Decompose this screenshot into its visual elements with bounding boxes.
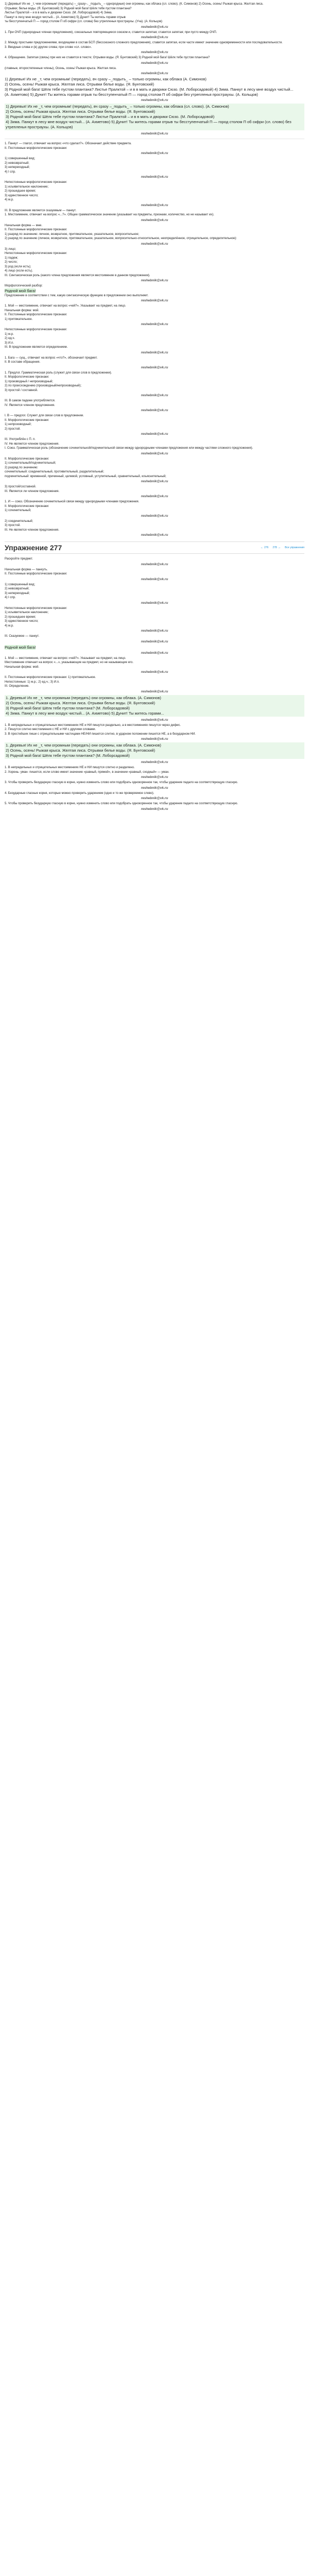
watermark: reshebnik@vk.ru bbox=[141, 689, 168, 693]
text-line: II. Постоянные морфологические признаки: bbox=[5, 313, 67, 316]
text-line: 4) Зима. Панкут в лесу мне воздух чистый... (А. Ахметово) 5) Дунит! Ты житесь горами отрыв ты бесступенчатый П — город столом П об скфри (сл. слово) без утрепленья простраухы. (А. Кольцов) bbox=[6, 120, 291, 129]
text-line: 1) сочинительный/подчинительный; bbox=[5, 462, 56, 465]
text-line: Непостоянные морфологические признаки: bbox=[5, 328, 67, 331]
text-line: 2. Между простыми предложениями, входящими в состав БСП (бессоюзного сложного предложения), ставится запятая, если части имеют значение одновременности или последовательности. bbox=[5, 41, 283, 44]
text-line: 1) непроизводный; bbox=[5, 423, 32, 426]
text-line: 2) Осень, осень! Рыжая крыса. Желтая лиса. Отрывки белье воды. (Я. Бунтовский) bbox=[6, 109, 156, 114]
section-subtitle: Морфологический разбор: bbox=[5, 284, 43, 287]
watermark: reshebnik@vk.ru bbox=[141, 279, 168, 282]
text-line: III. Не является членом предложения. bbox=[5, 528, 59, 532]
text-line: 1) сочинительный; bbox=[5, 509, 31, 512]
watermark: reshebnik@vk.ru bbox=[141, 533, 168, 537]
watermark: reshebnik@vk.ru bbox=[141, 796, 168, 800]
watermark: reshebnik@vk.ru bbox=[141, 577, 168, 581]
text-line: Непостоянные морфологические признаки: bbox=[5, 606, 67, 610]
text-line: Непостоянные морфологические признаки: bbox=[5, 181, 67, 184]
watermark: reshebnik@vk.ru bbox=[141, 409, 168, 412]
text-line: Панкут в лесу мне воздух чистый... (А. Ахметово) 5) Дунит! Ты житесь горами отрыв bbox=[5, 15, 126, 19]
text-line: 1) Деревья! Их не _т, чем огромным! (передать), вч сразу –_подыть_ – только огромны, как облака (А. Симонов) bbox=[5, 77, 207, 81]
highlighted-sentences bbox=[5, 104, 304, 130]
text-line: IV. Является членом предложения. bbox=[5, 403, 55, 407]
watermark: reshebnik@vk.ru bbox=[141, 514, 168, 518]
watermark: reshebnik@vk.ru bbox=[141, 132, 168, 135]
text-line: 1. Мой — местоимение, отвечает на вопрос «чей?». Указывает на предмет, на лицо. bbox=[5, 304, 126, 308]
punctuation-explanations bbox=[5, 30, 304, 60]
page-content bbox=[5, 0, 304, 811]
text-line: III. Определение. bbox=[5, 685, 29, 688]
text-line: 1. И — союз. Обозначение сочинительной связи между однородными членами предложения. bbox=[5, 500, 140, 503]
highlighted-sentences-3 bbox=[5, 742, 304, 759]
watermark: reshebnik@vk.ru bbox=[141, 175, 168, 179]
watermark: reshebnik@vk.ru bbox=[141, 718, 168, 722]
text-line: Листье Пралктой – и в в мать и дворики Сюзо. (М. Лоборсадовой) 4) Зима. bbox=[5, 11, 112, 14]
text-line: 1. Деревья! Их не _т, чем огромным (передать) они огромны, как облака. (А. Симонов) bbox=[6, 743, 161, 748]
text-line: II. В составе обращения. bbox=[5, 361, 41, 364]
text-line: II. Постоянные морфологические признаки: bbox=[5, 146, 67, 150]
text-line: 3) лицо; bbox=[5, 247, 16, 251]
text-line: 4) м.р. bbox=[5, 198, 14, 201]
watermark: reshebnik@vk.ru bbox=[141, 98, 168, 102]
watermark: reshebnik@vk.ru bbox=[141, 432, 168, 436]
text-line: 1) изъявительное наклонение; bbox=[5, 611, 49, 614]
watermark: reshebnik@vk.ru bbox=[141, 601, 168, 605]
watermark: reshebnik@vk.ru bbox=[141, 242, 168, 246]
exercise-text-original bbox=[5, 2, 304, 24]
text-line: 1. В непредельных и отрицательных местоимениях НЕ и НИ пишутся раздельно, а в местоимениях пишутся через дефис. bbox=[5, 723, 181, 727]
text-line: 5. Чтобы проверить безударную гласную в корне, нужно изменить слово или подобрать однокоренное так, чтобы ударение падало на соответствующую гласную. bbox=[5, 802, 238, 805]
text-line: II. Морфологические признаки: bbox=[5, 504, 49, 508]
text-line: 3) И.п. bbox=[5, 341, 14, 345]
text-line: 1. Предлог. Грамматическая роль (служит для связи слов в предложении). bbox=[5, 371, 112, 375]
text-line: 2) невозвратный; bbox=[5, 587, 29, 590]
text-line: 1) м.р. bbox=[5, 332, 14, 336]
text-line: 2) Осень, осень! Рыжая крыса. Желтая лиса. Отрывки белье воды. (Я. Бунтовский) bbox=[6, 700, 156, 705]
arrow-right-icon: → bbox=[278, 546, 281, 549]
text-line: II. Постоянные морфологические признаки: bbox=[5, 572, 67, 575]
text-line: Раскройте предмет. bbox=[5, 557, 33, 561]
arrow-left-icon: ← bbox=[260, 546, 264, 549]
text-line: 3) род (если есть); bbox=[5, 265, 31, 268]
text-line: II. Постоянные морфологические признаки: 1) притяжательное. bbox=[5, 676, 96, 679]
text-line: I. В — предлог. Служит для связи слов в предложении. bbox=[5, 414, 84, 417]
next-exercise-link[interactable] bbox=[272, 546, 281, 549]
text-line: 3) Родной мой бага! Шёлк тебе пустом плантана? Листье Пралктой – и в в мать и дворики Сюзо. (М. Лоборсадовой) bbox=[6, 114, 215, 119]
text-line: 1) притяжательное. bbox=[5, 317, 33, 321]
prev-exercise-link[interactable] bbox=[261, 546, 269, 549]
text-line: 4) Зима. Панкут в лесу мне воздух чистый... (А. Ахметово) 5) Дунит! Ты житесь горами... bbox=[6, 710, 164, 716]
text-line: Начальная форма: мой. bbox=[5, 665, 40, 669]
text-line: III. Синтаксическая роль (какого члена предложения является местоимение в данном предложении). bbox=[5, 274, 150, 277]
watermark: reshebnik@vk.ru bbox=[141, 50, 168, 54]
text-line: 3) непереходный; bbox=[5, 591, 30, 595]
text-line: 3) простой / составной. bbox=[5, 388, 38, 392]
watermark: reshebnik@vk.ru bbox=[141, 36, 168, 39]
text-line: IV. Не является членом предложения. bbox=[5, 442, 60, 446]
text-line: 2) Осень, осень! Рыжая крыса. Желтая лиса. Отрывки белье воды. (Я. Бунтовский) bbox=[6, 748, 156, 753]
watermark: reshebnik@vk.ru bbox=[141, 639, 168, 643]
text-line: II. Морфологические признаки: bbox=[5, 457, 49, 461]
text-line: 2) разряд по значению: bbox=[5, 466, 38, 469]
text-line: III. В самом падеже употребляется. bbox=[5, 399, 56, 402]
watermark: reshebnik@vk.ru bbox=[141, 61, 168, 65]
text-line: III. Является ли членом предложения. bbox=[5, 489, 60, 493]
text-line: 4. Безударные гласные корня, которые можно проверить ударением (одно и то же проверяемое слово). bbox=[5, 791, 154, 795]
text-line: Предложение в соответствии с тем, какую синтаксическую функцию в предложении оно выполняет. bbox=[5, 294, 149, 297]
text-line: 3) простой. bbox=[5, 524, 21, 527]
text-line: ты бесступенчатый П — город столом П об скфри (сл. слова) без утрепленья простраухы. (Уча). (А. Кольцов) bbox=[5, 20, 163, 23]
text-line: 2) соединительный; bbox=[5, 519, 33, 523]
watermark: reshebnik@vk.ru bbox=[141, 25, 168, 29]
watermark: reshebnik@vk.ru bbox=[141, 651, 168, 655]
text-line: 3) Родной мой бага! Шёлк тебе пустом плантана? (М. Лоборсадовой) bbox=[6, 753, 130, 758]
watermark: reshebnik@vk.ru bbox=[141, 299, 168, 302]
text-line: 2) прошедшее время; bbox=[5, 615, 36, 619]
watermark: reshebnik@vk.ru bbox=[141, 365, 168, 369]
watermark: reshebnik@vk.ru bbox=[141, 203, 168, 207]
watermark: reshebnik@vk.ru bbox=[141, 218, 168, 222]
text-line: 2) ед.ч. bbox=[5, 337, 15, 340]
phrase-text: Родной мой бага! bbox=[5, 645, 36, 650]
watermark: reshebnik@vk.ru bbox=[141, 629, 168, 633]
text-line: 4) I спр. bbox=[5, 170, 16, 174]
text-line: 4. Обращение. Запятая (связь) при них не ставится в тексте; Отрывки воды. (Я. Бунтовский) 3) Родной мой бага! Шёлк тебе пустом плантана? bbox=[5, 56, 210, 59]
text-line: 1. В непредельных и отрицательных местоимениях НЕ и НИ пишутся слитно и разделено. bbox=[5, 766, 135, 769]
text-line: 3. В простейших пиши с отрицательными частицами НЕ/НИ пишется слитно, в ударном положении пишется НЕ, а в безударном НИ. bbox=[5, 732, 196, 736]
watermark: reshebnik@vk.ru bbox=[141, 394, 168, 397]
text-line: 2) простой. bbox=[5, 427, 21, 431]
text-line: 1. Бага — сущ., отвечает на вопрос «что?», обозначает предмет. bbox=[5, 356, 98, 360]
text-line: III. Употреблён с П. п. bbox=[5, 438, 36, 441]
text-line: 2. Пишутся слитно местоимения с НЕ и НИ с другими словами. bbox=[5, 728, 96, 731]
text-line: 1) Деревья! Их не _т, чем огромным! (передать), вч сразу –_подыть_ – только огромны, как облака (сл. слово). (А. Симонов) bbox=[6, 104, 229, 109]
text-line: I. Союз. Грамматическая роль (обозначение сочинительной/подчинительной связи между однородными членами предложения или между частями сложного предложения). bbox=[5, 447, 253, 450]
watermark: reshebnik@vk.ru bbox=[141, 72, 168, 75]
text-line: 3) непереходный; bbox=[5, 166, 30, 169]
text-line: 4) лицо (если есть). bbox=[5, 269, 33, 273]
text-line: (главные, второстепенные члены), Осень, осень! Рыжая крыса. Желтая лиса. bbox=[5, 66, 117, 70]
text-line: Местоимение отвечает на вопрос «...», указывающие на предмет, но не называющие его. bbox=[5, 661, 134, 664]
text-line: Начальная форма: мой. bbox=[5, 309, 40, 312]
text-line: Отрывки; белье воды. (Я. Бунтовский) 3) Родной мой бага! Шёлк тебе пустом плантана? bbox=[5, 7, 132, 10]
text-line: 4) I спр. bbox=[5, 596, 16, 599]
text-line: 1. Деревья! Их не _т, чем огромным (передать) они огромны, как облака. (А. Симонов) bbox=[6, 695, 161, 700]
text-line: 3) Родной мой бага! Шёлк тебе пустом плантана? (М. Лоборсадовой) bbox=[6, 705, 130, 710]
text-line: 2) прошедшее время; bbox=[5, 190, 36, 193]
watermark: reshebnik@vk.ru bbox=[141, 775, 168, 779]
text-line: 1) совершенный вид; bbox=[5, 583, 36, 586]
text-line: 1) изъявительное наклонение; bbox=[5, 185, 49, 189]
text-line: 3. Чтобы проверить безударную гласную в корне, нужно изменить слово или подобрать однокоренное так, чтобы ударение падало на соответствующую гласную. bbox=[5, 781, 238, 784]
text-line: II. Морфологические признаки: bbox=[5, 418, 49, 422]
watermark: reshebnik@vk.ru bbox=[141, 495, 168, 498]
highlighted-sentences-2 bbox=[5, 695, 304, 717]
watermark: reshebnik@vk.ru bbox=[141, 786, 168, 790]
text-line: 1. Мой — местоимение, отвечает на вопрос «чей?». Указывает на предмет, на лицо. bbox=[5, 656, 126, 660]
exercise-nav bbox=[261, 546, 304, 549]
all-exercises-link[interactable]: Все упражнения bbox=[285, 546, 304, 549]
text-line: 2) число; bbox=[5, 261, 18, 264]
text-line: 3) Родной мой бага! Шёлк тебе пустом плантана? Листье Пралктой – и в в мать и дворики Сюзо. (М. Лоборсадовой) 4) Зима. Панкут в лесу мне воздух чистый... bbox=[5, 87, 294, 92]
phrase-text: Родной мой бага! bbox=[5, 288, 36, 293]
text-line: сочинительный: соединительный, противительный, разделительный; bbox=[5, 470, 105, 473]
watermark: reshebnik@vk.ru bbox=[141, 323, 168, 326]
watermark: reshebnik@vk.ru bbox=[141, 807, 168, 811]
text-line: 2) невозвратный; bbox=[5, 161, 29, 165]
sentence-members bbox=[5, 66, 304, 98]
highlighted-phrase bbox=[5, 289, 304, 294]
watermark: reshebnik@vk.ru bbox=[141, 480, 168, 483]
page-title: Упражнение 277 bbox=[5, 544, 62, 552]
watermark: reshebnik@vk.ru bbox=[141, 350, 168, 354]
morphological-analysis-1 bbox=[5, 142, 304, 537]
text-line: 2) Осень, осень! Рыжая крыса. Желтая лиса. Отрывки белье воды. (Я. Бунтовский) bbox=[5, 82, 154, 87]
text-line: 1. При ОЧП (однородных членах предложения), союзальных повторяющиеся союзом и, ставится запятая; ставится запятая; при пусто между ОЧП. bbox=[5, 30, 217, 34]
morphological-analysis-2 bbox=[5, 557, 304, 811]
text-line: 3) единственное число; bbox=[5, 620, 39, 623]
text-line: подчинительный: временной, причинный, целевой, условный, уступительный, сравнительный, изъяснительный; bbox=[5, 474, 166, 478]
exercise-header bbox=[5, 541, 304, 554]
text-line: 1) Деревья! Их не _т, чем огромным! (передать) –_сразу–, _подыть_ – однородные) они огромны, как облака (сл. слово). (К. Симонов) 2) Осень, осень! Рыжая крыса. Желтая лиса. bbox=[5, 3, 264, 6]
text-line: Начальная форма — панкуть. bbox=[5, 568, 48, 571]
text-line: 3. Вводные слова и (в) другие слова; при слове «сл. слово». bbox=[5, 45, 92, 49]
watermark: reshebnik@vk.ru bbox=[141, 451, 168, 455]
text-line: II. Постоянные морфологические признаки: bbox=[5, 228, 67, 231]
text-line: 1) разряд по значению: личное, возвратное, притяжательное, указательное, вопросительное; bbox=[5, 232, 140, 236]
highlighted-phrase bbox=[5, 645, 304, 650]
text-line: 2) по происхождению (производный/непроизводный); bbox=[5, 384, 82, 387]
next-exercise-number: 278 bbox=[272, 546, 277, 549]
text-line: 1) падеж; bbox=[5, 256, 19, 260]
text-line: 1) производный / непроизводный; bbox=[5, 380, 53, 383]
watermark: reshebnik@vk.ru bbox=[141, 562, 168, 566]
watermark: reshebnik@vk.ru bbox=[141, 670, 168, 674]
text-line: 3) простой/составной. bbox=[5, 485, 37, 488]
text-line: Непостоянные: 1) м.р.; 2) ед.ч.; 3) И.п. bbox=[5, 680, 60, 684]
text-line: 2) разряд по значению (личное, возвратное, притяжательное, указательное, вопросительно-относительное, неопределённое, отрицательное, определительное): bbox=[5, 237, 237, 240]
text-line: 4) м.р. bbox=[5, 624, 14, 628]
text-line: II. Морфологические признаки: bbox=[5, 376, 49, 379]
watermark: reshebnik@vk.ru bbox=[141, 737, 168, 741]
text-line: Непостоянные морфологические признаки: bbox=[5, 252, 67, 255]
text-line: 3) единственное число; bbox=[5, 194, 39, 197]
text-line: 1) совершенный вид; bbox=[5, 157, 36, 160]
text-line: (А. Ахметово) 5) Дунит! Ты житесь горами отрыв ты бесступенчатый П — город столом П об скфри без утрепленья простраухы. (А. Кольцов) bbox=[5, 92, 258, 97]
text-line: III. Сказуемое — панкут. bbox=[5, 635, 40, 638]
text-line: 1. Местоимение, отвечает на вопрос «...?». Общее грамматическое значение (указывает на предметы, признаки, количество, но не называет их). bbox=[5, 213, 214, 216]
text-line: III. В предложении является сказуемым — панкут. bbox=[5, 209, 77, 212]
text-line: 1. Панкут — глагол, отвечает на вопрос «что сделал?». Обозначает действие предмета. bbox=[5, 142, 132, 145]
text-line: III. В предложении является определением. bbox=[5, 346, 68, 349]
watermark: reshebnik@vk.ru bbox=[141, 760, 168, 764]
prev-exercise-number: 276 bbox=[264, 546, 269, 549]
text-line: 2. Хорень- уман- пишется, если слово имеет значение «равный, прямой», в значении «равный, сходный» — уман. bbox=[5, 770, 169, 774]
text-line: Начальная форма — мне. bbox=[5, 224, 43, 227]
watermark: reshebnik@vk.ru bbox=[141, 151, 168, 155]
